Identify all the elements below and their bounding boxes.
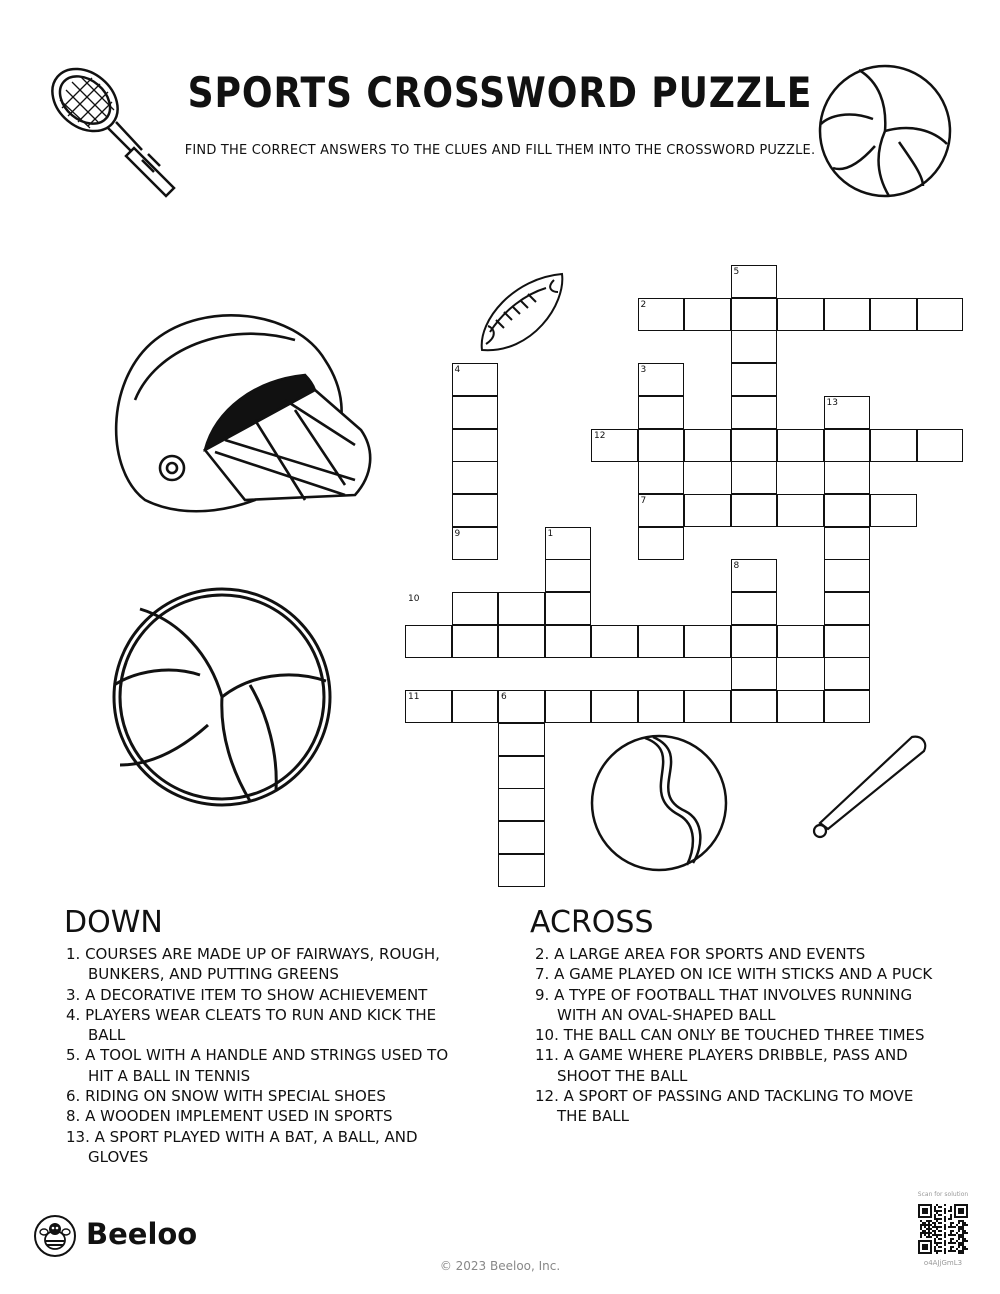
crossword-cell[interactable] [452, 429, 499, 462]
crossword-cell[interactable] [545, 690, 592, 723]
across-heading: ACROSS [530, 905, 654, 940]
clue-across-11: 11. A GAME WHERE PLAYERS DRIBBLE, PASS AND SHOOT THE BALL [535, 1046, 908, 1085]
crossword-cell[interactable] [498, 821, 545, 854]
crossword-cell[interactable] [731, 396, 778, 429]
crossword-cell[interactable] [684, 690, 731, 723]
crossword-cell[interactable] [638, 396, 685, 429]
qr-code-icon[interactable] [918, 1204, 968, 1254]
crossword-cell[interactable] [638, 527, 685, 560]
crossword-cell[interactable] [638, 690, 685, 723]
clue-down-4: 4. PLAYERS WEAR CLEATS TO RUN AND KICK THE BALL [66, 1005, 437, 1045]
page-title: SPORTS CROSSWORD PUZZLE [187, 68, 813, 117]
cell-number: 13 [826, 397, 838, 408]
copyright: © 2023 Beeloo, Inc. [439, 1259, 561, 1273]
crossword-cell[interactable] [870, 429, 917, 462]
down-clue-list [66, 944, 466, 1167]
crossword-cell[interactable] [731, 494, 778, 527]
crossword-cell[interactable] [405, 625, 452, 658]
crossword-cell[interactable] [824, 527, 871, 560]
crossword-cell[interactable] [545, 592, 592, 625]
crossword-cell[interactable] [591, 690, 638, 723]
crossword-cell[interactable] [684, 298, 731, 331]
crossword-cell[interactable] [498, 625, 545, 658]
crossword-cell[interactable] [452, 592, 499, 625]
cell-number: 7 [640, 495, 647, 506]
crossword-cell[interactable] [452, 461, 499, 494]
clue-across-2: 2. A LARGE AREA FOR SPORTS AND EVENTS [535, 945, 866, 963]
cell-number: 2 [640, 299, 647, 310]
crossword-cell[interactable] [824, 592, 871, 625]
cell-number: 10 [408, 594, 420, 604]
cell-number: 11 [408, 692, 420, 703]
brand-name: Beeloo [86, 1217, 198, 1251]
clue-down-5: 5. A TOOL WITH A HANDLE AND STRINGS USED TO HIT A BALL IN TENNIS [66, 1046, 449, 1085]
crossword-cell[interactable] [731, 363, 778, 396]
crossword-cell[interactable] [731, 625, 778, 658]
crossword-cell[interactable] [498, 592, 545, 625]
crossword-cell[interactable] [824, 559, 871, 592]
cell-number: 12 [594, 430, 606, 441]
clue-down-1: 1. COURSES ARE MADE UP OF FAIRWAYS, ROUGH, BUNKERS, AND PUTTING GREENS [66, 945, 440, 984]
crossword-cell[interactable] [777, 625, 824, 658]
crossword-cell[interactable] [498, 723, 545, 756]
cell-number: 1 [547, 528, 554, 539]
crossword-cell[interactable] [824, 494, 871, 527]
crossword-cell[interactable] [777, 298, 824, 331]
crossword-cell[interactable] [917, 429, 964, 462]
clue-down-3: 3. A DECORATIVE ITEM TO SHOW ACHIEVEMENT [66, 985, 428, 1004]
crossword-cell[interactable] [731, 592, 778, 625]
crossword-cell[interactable] [824, 298, 871, 331]
cell-number: 4 [454, 365, 461, 376]
crossword-cell[interactable] [638, 429, 685, 462]
crossword-cell[interactable] [498, 788, 545, 821]
crossword-cell[interactable] [777, 429, 824, 462]
scan-note: Scan for solution [917, 1191, 969, 1198]
bee-logo-icon [33, 1214, 77, 1258]
crossword-cell[interactable] [452, 396, 499, 429]
clue-across-10: 10. THE BALL CAN ONLY BE TOUCHED THREE TIMES [535, 1026, 925, 1045]
crossword-cell[interactable] [731, 298, 778, 331]
crossword-cell[interactable] [545, 559, 592, 592]
cell-number: 9 [454, 528, 461, 539]
clue-down-8: 8. A WOODEN IMPLEMENT USED IN SPORTS [66, 1107, 393, 1126]
crossword-cell[interactable] [452, 690, 499, 723]
crossword-cell[interactable] [777, 494, 824, 527]
cell-number: 3 [640, 365, 647, 376]
crossword-cell[interactable] [684, 429, 731, 462]
crossword-cell[interactable] [824, 690, 871, 723]
cell-number: 5 [733, 267, 740, 277]
crossword-cell[interactable] [917, 298, 964, 331]
crossword-cell[interactable] [824, 657, 871, 690]
crossword-cell[interactable] [870, 298, 917, 331]
solution-code: o4AJjGmL3 [923, 1259, 963, 1267]
crossword-cell[interactable] [638, 461, 685, 494]
crossword-cell[interactable] [824, 461, 871, 494]
clue-down-6: 6. RIDING ON SNOW WITH SPECIAL SHOES [66, 1087, 386, 1106]
crossword-cell[interactable] [638, 625, 685, 658]
instructions: FIND THE CORRECT ANSWERS TO THE CLUES AND FILL THEM INTO THE CROSSWORD PUZZLE. [184, 143, 816, 158]
crossword-cell[interactable] [498, 756, 545, 789]
crossword-cell[interactable] [824, 429, 871, 462]
clue-across-7: 7. A GAME PLAYED ON ICE WITH STICKS AND A PUCK [535, 965, 933, 984]
crossword-cell[interactable] [452, 494, 499, 527]
clue-down-13: 13. A SPORT PLAYED WITH A BAT, A BALL, AND GLOVES [66, 1127, 418, 1166]
crossword-cell[interactable] [545, 625, 592, 658]
crossword-cell[interactable] [777, 690, 824, 723]
crossword-cell[interactable] [731, 461, 778, 494]
cell-number: 6 [501, 692, 507, 703]
crossword-cell[interactable] [731, 690, 778, 723]
crossword-cell[interactable] [731, 429, 778, 462]
crossword-cell[interactable] [824, 625, 871, 658]
crossword-cell[interactable] [731, 330, 778, 363]
clue-across-9: 9. A TYPE OF FOOTBALL THAT INVOLVES RUNNING WITH AN OVAL-SHAPED BALL [535, 985, 913, 1024]
clue-across-12: 12. A SPORT OF PASSING AND TACKLING TO MOVE THE BALL [535, 1087, 914, 1126]
crossword-cell[interactable] [591, 625, 638, 658]
crossword-cell[interactable] [684, 494, 731, 527]
crossword-cell[interactable] [452, 625, 499, 658]
cell-number: 8 [733, 561, 740, 572]
crossword-cell[interactable] [731, 657, 778, 690]
down-heading: DOWN [64, 905, 163, 940]
crossword-cell[interactable] [870, 494, 917, 527]
crossword-cell[interactable] [684, 625, 731, 658]
across-clue-list [535, 944, 935, 1127]
crossword-cell[interactable] [498, 854, 545, 887]
